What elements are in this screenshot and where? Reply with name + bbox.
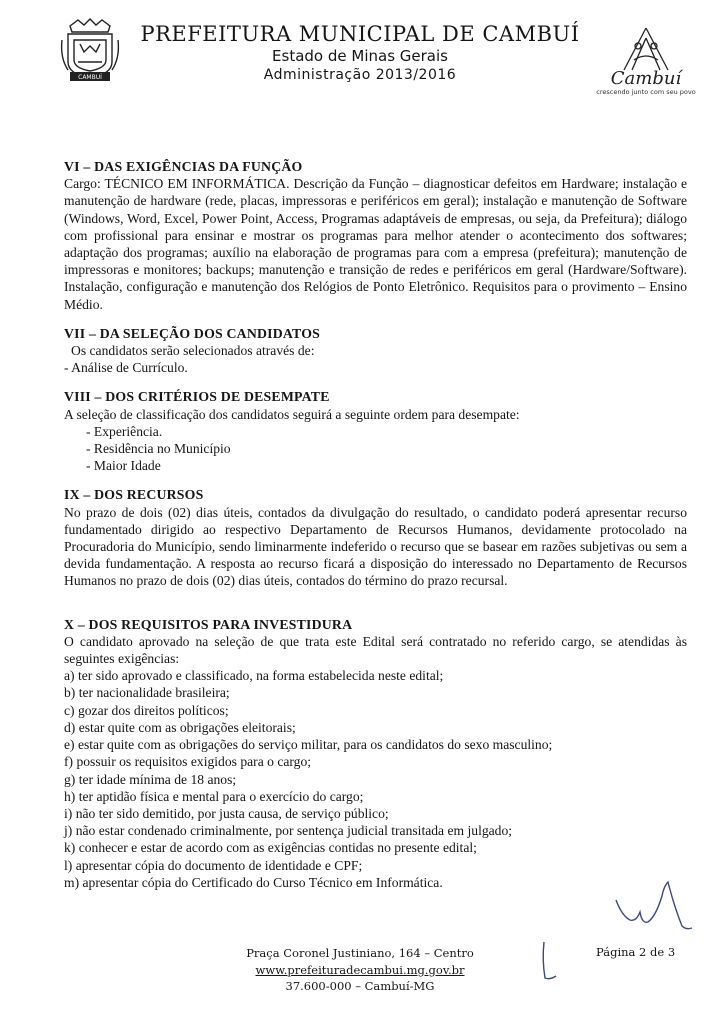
list-item: g) ter idade mínima de 18 anos; (64, 771, 237, 787)
letterhead (130, 22, 590, 85)
list-item: h) ter aptidão física e mental para o exercício do cargo; (64, 788, 364, 804)
list-item: - Maior Idade (86, 458, 161, 474)
section-title: VI – DAS EXIGÊNCIAS DA FUNÇÃO (64, 159, 303, 174)
list-item: - Análise de Currículo. (64, 360, 188, 376)
section-viii (64, 388, 687, 474)
footer-postal: 37.600-000 – Cambuí-MG (285, 979, 435, 993)
section-intro: Os candidatos serão selecionados através de: (71, 343, 315, 359)
section-vi (64, 158, 687, 313)
list-item: j) não estar condenado criminalmente, por sentença judicial transitada em julgado; (64, 823, 513, 839)
crest-label: CAMBUÍ (78, 74, 102, 81)
section-x (64, 616, 687, 891)
signature-mark (612, 876, 696, 934)
section-vii (64, 325, 687, 377)
administration-line: Administração 2013/2016 (263, 67, 457, 83)
section-intro: O candidato aprovado na seleção de que trata este Edital será contratado no referido cargo, se atendidas às seguintes exigências: (64, 633, 687, 667)
list-item: c) gozar dos direitos políticos; (64, 702, 229, 718)
section-title: VII – DA SELEÇÃO DOS CANDIDATOS (64, 325, 321, 341)
footer-address: Praça Coronel Justiniano, 164 – Centro (246, 946, 474, 960)
list-item: m) apresentar cópia do Certificado do Curso Técnico em Informática. (64, 874, 443, 890)
logo-script: Cambuí (610, 68, 682, 89)
section-paragraph: Cargo: TÉCNICO EM INFORMÁTICA. Descrição da Função – diagnosticar defeitos em Hardware; instalação e manutenção de hardware (rede, placas, impressoras e periféricos em geral); instalação e manutenção de Software (Windows, Word, Excel, Power Point, Access, Programas adaptáveis de empresas, ou seja, da Prefeitura); diálogo com profissional para ensinar e mostrar os programas para melhor atender o acontecimento dos softwares; adaptação dos programas; auxílio na elaboração de programas para com a empresa (prefeitura); manutenção de impressoras e monitores; backups; manutenção e transição de redes e periféricos em geral (Hardware/Software). Instalação, configuração e manutenção dos Relógios de Ponto Eletrônico. Requisitos para o provimento – Ensino Médio. (64, 176, 687, 312)
section-ix (64, 486, 687, 589)
section-title: IX – DOS RECURSOS (64, 487, 204, 503)
list-item: f) possuir os requisitos exigidos para o cargo; (64, 754, 312, 770)
state-line: Estado de Minas Gerais (272, 47, 448, 65)
section-title: VIII – DOS CRITÉRIOS DE DESEMPATE (64, 389, 330, 405)
page-number: Página 2 de 3 (596, 945, 676, 959)
list-item: d) estar quite com as obrigações eleitorais; (64, 719, 296, 735)
crest-icon (58, 18, 122, 84)
page-title: PREFEITURA MUNICIPAL DE CAMBUÍ (140, 22, 580, 46)
document-body (64, 158, 687, 903)
section-paragraph: No prazo de dois (02) dias úteis, contados da divulgação do resultado, o candidato poderá apresentar recurso fundamentado dirigido ao respectivo Departamento de Recursos Humanos, devidamente protocolado na Procuradoria do Município, sendo liminarmente indeferido o recurso que se basear em razões subjetivas ou sem a devida fundamentação. A resposta ao recurso ficará a disposição do interessado no Departamento de Recursos Humanos no prazo de dois (02) dias úteis, contados do término do prazo recursal. (64, 504, 687, 589)
list-item: b) ter nacionalidade brasileira; (64, 685, 230, 701)
list-item: i) não ter sido demitido, por justa causa, de serviço público; (64, 805, 389, 821)
list-item: - Experiência. (86, 423, 163, 439)
list-item: k) conhecer e estar de acordo com as exigências contidas no presente edital; (64, 840, 477, 856)
initials-mark (536, 940, 560, 982)
list-item: e) estar quite com as obrigações do serviço militar, para os candidatos do sexo masculino; (64, 737, 553, 753)
section-title: X – DOS REQUISITOS PARA INVESTIDURA (64, 616, 353, 632)
footer (200, 945, 520, 995)
list-item: - Residência no Município (86, 441, 231, 457)
logo-tagline: crescendo junto com seu povo (596, 88, 696, 96)
section-intro: A seleção de classificação dos candidatos seguirá a seguinte ordem para desempate: (64, 406, 520, 422)
footer-website: www.prefeituradecambui.mg.gov.br (255, 962, 465, 977)
list-item: l) apresentar cópia do documento de identidade e CPF; (64, 857, 363, 873)
list-item: a) ter sido aprovado e classificado, na forma estabelecida neste edital; (64, 668, 444, 684)
